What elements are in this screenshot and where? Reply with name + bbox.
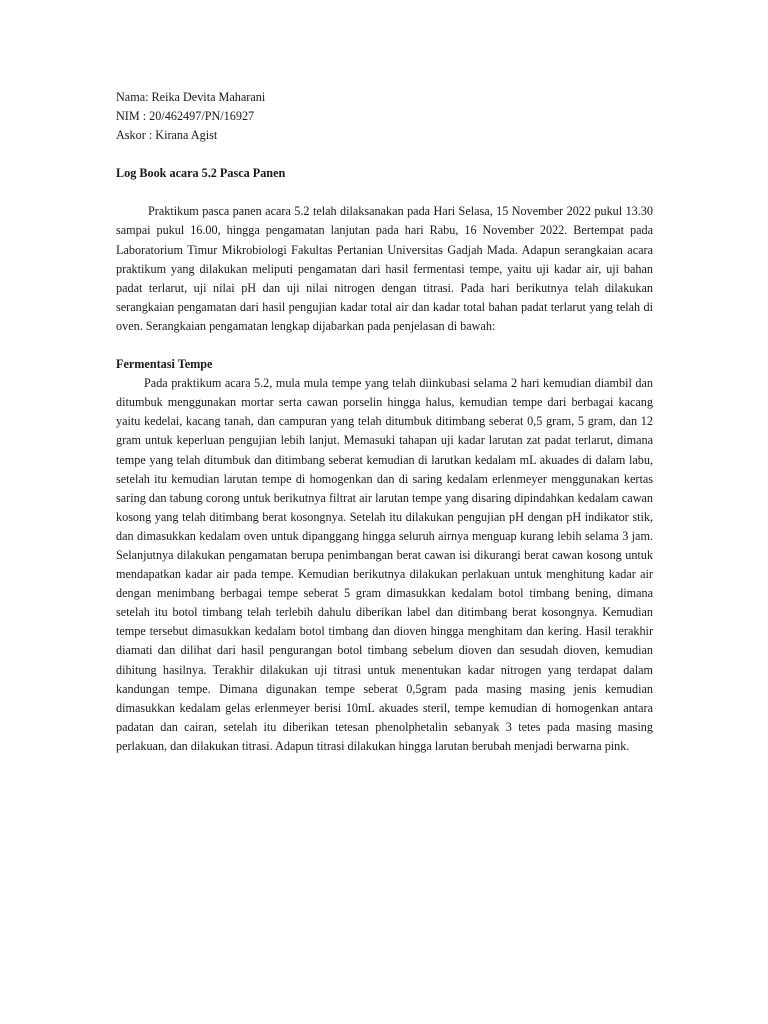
- section-paragraph: Pada praktikum acara 5.2, mula mula tempe yang telah diinkubasi selama 2 hari kemudian diambil dan ditumbuk menggunakan mortar serta cawan porselin hingga halus, kemudian tempe dari berbagai kacang yaitu kedelai, kacang tanah, dan campuran yang telah ditumbuk ditimbang seberat 0,5 gram, 5 gram, dan 12 gram untuk keperluan pengujian lebih lanjut. Memasuki tahapan uji kadar larutan zat padat terlarut, dimana tempe yang telah ditumbuk dan ditimbang seberat kemudian di larutkan kedalam mL akuades di dalam labu, setelah itu kemudian larutan tempe di homogenkan dan di saring kedalam erlenmeyer menggunakan kertas saring dan tabung corong untuk berikutnya filtrat air larutan tempe yang disaring dipindahkan kedalam cawan kosong yang telah ditimbang berat kosongnya. Setelah itu dilakukan pengujian pH dengan pH indikator stik, dan dimasukkan kedalam oven untuk dipanggang hingga seluruh airnya menguap kurang lebih selama 3 jam. Selanjutnya dilakukan pengamatan berupa penimbangan berat cawan isi dikurangi berat cawan kosong untuk mendapatkan kadar air pada tempe. Kemudian berikutnya dilakukan perlakuan untuk menghitung kadar air dengan menimbang berbagai tempe seberat 5 gram dimasukkan kedalam botol timbang bening, dimana setelah itu botol timbang telah terlebih dahulu diberikan label dan ditimbang berat kosongnya. Kemudian tempe tersebut dimasukkan kedalam botol timbang dan dioven hingga menghitam dan kering. Hasil terakhir diamati dan dilihat dari hasil pengurangan botol timbang sebelum dioven dan sesudah dioven, kemudian dihitung hasilnya. Terakhir dilakukan uji titrasi untuk menentukan kadar nitrogen yang terdapat dalam kandungan tempe. Dimana digunakan tempe seberat 0,5gram pada masing masing jenis kemudian dimasukkan kedalam gelas erlenmeyer berisi 10mL akuades steril, tempe kemudian di homogenkan antara padatan dan cairan, setelah itu diberikan tetesan phenolphetalin sebanyak 3 tetes pada masing masing perlakuan, dan dilakukan titrasi. Adapun titrasi dilakukan hingga larutan berubah menjadi berwarna pink.: [116, 376, 653, 753]
- section-heading: Fermentasi Tempe: [116, 357, 213, 372]
- student-name: Nama: Reika Devita Maharani: [116, 90, 266, 104]
- assistant-name: Askor : Kirana Agist: [116, 128, 218, 143]
- document-content: [116, 88, 653, 756]
- student-nim: NIM : 20/462497/PN/16927: [116, 109, 255, 124]
- intro-paragraph: Praktikum pasca panen acara 5.2 telah dilaksanakan pada Hari Selasa, 15 November 2022 pukul 13.30 sampai pukul 16.00, hingga pengamatan lanjutan pada hari Rabu, 16 November 2022. Bertempat pada Laboratorium Timur Mikrobiologi Fakultas Pertanian Universitas Gadjah Mada. Adapun serangkaian acara praktikum yang dilakukan meliputi pengamatan dari hasil fermentasi tempe, yaitu uji kadar air, uji bahan padat terlarut, uji nilai pH dan uji nilai nitrogen dengan titrasi. Pada hari berikutnya telah dilakukan serangkaian pengamatan dari hasil pengujian kadar total air dan kadar total bahan padat terlarut yang telah di oven. Serangkaian pengamatan lengkap dijabarkan pada penjelasan di bawah:: [116, 204, 653, 333]
- document-title: Log Book acara 5.2 Pasca Panen: [116, 166, 286, 181]
